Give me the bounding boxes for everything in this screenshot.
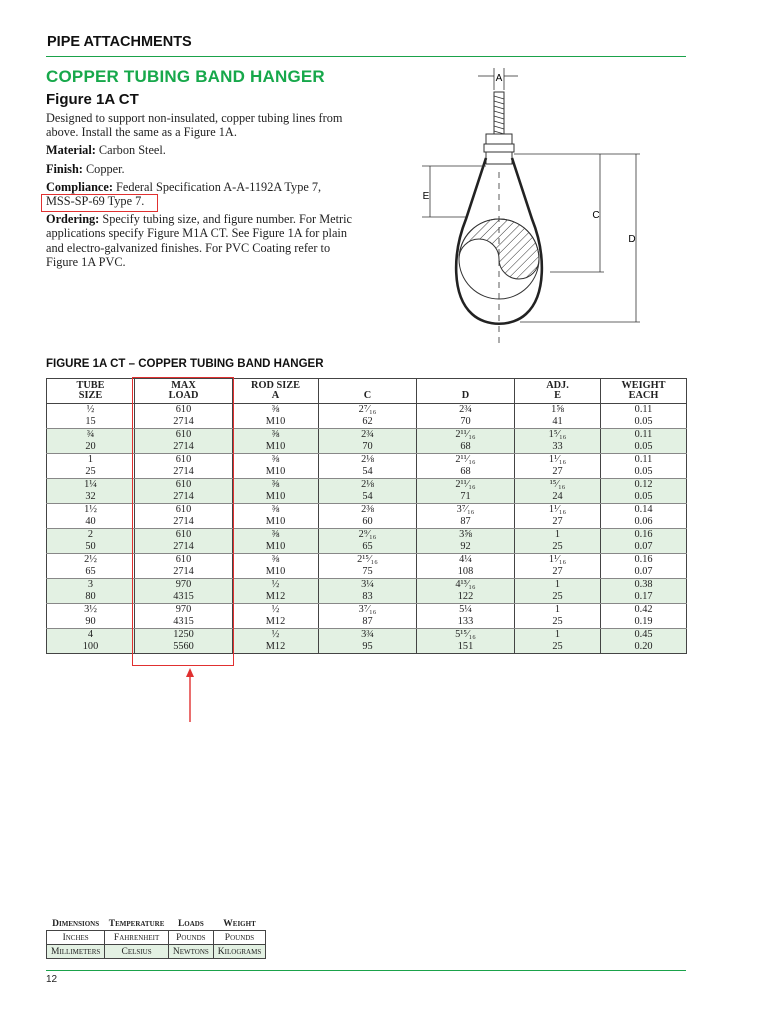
cell-rod-size: ½: [233, 579, 319, 592]
cell-rod-size: M10: [233, 566, 319, 579]
cell-weight: 0.07: [601, 541, 687, 554]
units-header-loads: Loads: [177, 918, 204, 929]
cell-tube-size: ½: [47, 404, 135, 417]
cell-c: 54: [319, 466, 417, 479]
cell-max-load: 2714: [135, 566, 233, 579]
cell-adj-e: 1: [515, 579, 601, 592]
cell-tube-size: ¾: [47, 429, 135, 442]
cell-weight: 0.19: [601, 616, 687, 629]
cell-weight: 0.12: [601, 479, 687, 492]
cell-tube-size: 20: [47, 441, 135, 454]
cell-c: 65: [319, 541, 417, 554]
units-header-row: [47, 917, 266, 931]
cell-adj-e: 1: [515, 529, 601, 542]
unit-newtons: Newtons: [168, 945, 213, 959]
cell-tube-size: 1¼: [47, 479, 135, 492]
figure-label: Figure 1A CT: [46, 91, 139, 108]
cell-adj-e: 24: [515, 491, 601, 504]
unit-inches: Inches: [47, 931, 105, 945]
cell-weight: 0.06: [601, 516, 687, 529]
cell-d: 2¾: [417, 404, 515, 417]
cell-adj-e: 25: [515, 591, 601, 604]
cell-d: 5¼: [417, 604, 515, 617]
cell-tube-size: 4: [47, 629, 135, 642]
cell-rod-size: M10: [233, 516, 319, 529]
cell-max-load: 970: [135, 604, 233, 617]
label-d: D: [628, 234, 636, 245]
cell-weight: 0.16: [601, 529, 687, 542]
cell-rod-size: ½: [233, 604, 319, 617]
cell-adj-e: 1¹⁄₁₆: [515, 504, 601, 517]
cell-tube-size: 3: [47, 579, 135, 592]
material-label: Material:: [46, 143, 96, 158]
cell-adj-e: 27: [515, 466, 601, 479]
cell-weight: 0.17: [601, 591, 687, 604]
cell-max-load: 2714: [135, 466, 233, 479]
cell-rod-size: ⅜: [233, 454, 319, 467]
cell-weight: 0.11: [601, 404, 687, 417]
header-weight: WEIGHT EACH: [601, 379, 687, 404]
arrow-up-icon: [181, 668, 199, 724]
header-d: D: [417, 379, 515, 404]
cell-max-load: 2714: [135, 416, 233, 429]
cell-c: 83: [319, 591, 417, 604]
cell-rod-size: M12: [233, 641, 319, 654]
cell-d: 70: [417, 416, 515, 429]
cell-rod-size: ⅜: [233, 479, 319, 492]
cell-c: 2¾: [319, 429, 417, 442]
cell-max-load: 4315: [135, 616, 233, 629]
cell-d: 5¹⁵⁄₁₆: [417, 629, 515, 642]
cell-tube-size: 1: [47, 454, 135, 467]
page-number: 12: [46, 974, 58, 985]
cell-max-load: 610: [135, 454, 233, 467]
finish-line: [46, 162, 360, 176]
cell-max-load: 2714: [135, 491, 233, 504]
header-rod-size: ROD SIZE A: [233, 379, 319, 404]
cell-adj-e: 25: [515, 616, 601, 629]
units-table: [46, 917, 266, 959]
cell-tube-size: 2: [47, 529, 135, 542]
section-title: PIPE ATTACHMENTS: [47, 34, 192, 50]
cell-max-load: 4315: [135, 591, 233, 604]
cell-c: 70: [319, 441, 417, 454]
cell-c: 2⁷⁄₁₆: [319, 404, 417, 417]
cell-tube-size: 25: [47, 466, 135, 479]
cell-max-load: 970: [135, 579, 233, 592]
cell-c: 3¾: [319, 629, 417, 642]
bottom-nut: [486, 152, 512, 164]
cell-d: 68: [417, 441, 515, 454]
cell-weight: 0.16: [601, 554, 687, 567]
cell-rod-size: M10: [233, 541, 319, 554]
cell-weight: 0.45: [601, 629, 687, 642]
band-hanger-diagram: [400, 64, 660, 354]
cell-c: 3⁷⁄₁₆: [319, 604, 417, 617]
cell-tube-size: 50: [47, 541, 135, 554]
cell-adj-e: 1¹⁄₁₆: [515, 454, 601, 467]
unit-pounds-weight: Pounds: [213, 931, 265, 945]
cell-d: 87: [417, 516, 515, 529]
cell-tube-size: 2½: [47, 554, 135, 567]
footer-rule: [46, 970, 686, 971]
cell-weight: 0.05: [601, 466, 687, 479]
units-row-imperial: [47, 931, 266, 945]
cell-max-load: 610: [135, 529, 233, 542]
cell-adj-e: 33: [515, 441, 601, 454]
ordering-label: Ordering:: [46, 212, 100, 227]
cell-d: 2¹¹⁄₁₆: [417, 429, 515, 442]
description-block: [46, 111, 360, 273]
label-a: A: [495, 73, 503, 84]
cell-rod-size: M12: [233, 591, 319, 604]
cell-max-load: 1250: [135, 629, 233, 642]
cell-adj-e: 1¹⁄₁₆: [515, 554, 601, 567]
cell-d: 108: [417, 566, 515, 579]
cell-adj-e: ¹⁵⁄₁₆: [515, 479, 601, 492]
cell-max-load: 2714: [135, 441, 233, 454]
cell-weight: 0.20: [601, 641, 687, 654]
cell-weight: 0.11: [601, 454, 687, 467]
cell-d: 92: [417, 541, 515, 554]
header-c: C: [319, 379, 417, 404]
cell-d: 4¼: [417, 554, 515, 567]
cell-c: 2⁹⁄₁₆: [319, 529, 417, 542]
cell-tube-size: 40: [47, 516, 135, 529]
unit-fahrenheit: Fahrenheit: [105, 931, 169, 945]
cell-c: 60: [319, 516, 417, 529]
unit-pounds-load: Pounds: [168, 931, 213, 945]
header-adj-e: ADJ. E: [515, 379, 601, 404]
cell-tube-size: 3½: [47, 604, 135, 617]
units-header-dimensions: Dimensions: [52, 918, 100, 929]
cell-adj-e: 1: [515, 629, 601, 642]
max-load-highlight-box: [132, 377, 234, 666]
cell-max-load: 2714: [135, 516, 233, 529]
cell-adj-e: 25: [515, 641, 601, 654]
cell-weight: 0.07: [601, 566, 687, 579]
cell-weight: 0.38: [601, 579, 687, 592]
cell-rod-size: ⅜: [233, 404, 319, 417]
label-e: E: [422, 191, 430, 202]
cell-rod-size: M10: [233, 441, 319, 454]
cell-adj-e: 41: [515, 416, 601, 429]
cell-d: 68: [417, 466, 515, 479]
cell-weight: 0.14: [601, 504, 687, 517]
header-max-load: MAX LOAD: [135, 379, 233, 404]
cell-max-load: 610: [135, 554, 233, 567]
compliance-highlight-box: [41, 194, 158, 212]
cell-d: 2¹¹⁄₁₆: [417, 479, 515, 492]
cell-d: 2¹¹⁄₁₆: [417, 454, 515, 467]
cell-rod-size: M10: [233, 491, 319, 504]
cell-max-load: 610: [135, 404, 233, 417]
cell-d: 122: [417, 591, 515, 604]
cell-c: 62: [319, 416, 417, 429]
material-line: [46, 143, 360, 157]
finish-value: Copper.: [85, 161, 125, 176]
cell-max-load: 2714: [135, 541, 233, 554]
compliance-value-b: MSS-SP-69 Type 7.: [46, 194, 145, 209]
cell-rod-size: ⅜: [233, 529, 319, 542]
cell-c: 2¹⁵⁄₁₆: [319, 554, 417, 567]
cell-c: 87: [319, 616, 417, 629]
cell-tube-size: 1½: [47, 504, 135, 517]
cell-d: 4¹³⁄₁₆: [417, 579, 515, 592]
compliance-label: Compliance:: [46, 179, 113, 194]
cell-c: 95: [319, 641, 417, 654]
label-c: C: [592, 210, 600, 221]
compliance-value-a: Federal Specification A-A-1192A Type 7,: [116, 179, 322, 194]
cell-max-load: 610: [135, 429, 233, 442]
table-title: FIGURE 1A CT – COPPER TUBING BAND HANGER: [46, 358, 324, 370]
cell-tube-size: 65: [47, 566, 135, 579]
cell-rod-size: ⅜: [233, 504, 319, 517]
swivel-block: [484, 144, 514, 152]
cell-max-load: 5560: [135, 641, 233, 654]
cell-rod-size: ½: [233, 629, 319, 642]
cell-tube-size: 32: [47, 491, 135, 504]
description-text: Designed to support non-insulated, copper tubing lines from above. Install the same as a Figure 1A.: [46, 111, 343, 140]
units-row-metric: [47, 945, 266, 959]
cell-c: 2⅛: [319, 479, 417, 492]
ordering-value: Specify tubing size, and figure number. For Metric applications specify Figure M1A CT. See Figure 1A for plain and electro-galvanized finishes. For PVC Coating refer to Figure 1A PVC.: [46, 212, 352, 269]
cell-weight: 0.05: [601, 491, 687, 504]
unit-celsius: Celsius: [105, 945, 169, 959]
cell-d: 3⁷⁄₁₆: [417, 504, 515, 517]
cell-rod-size: M10: [233, 416, 319, 429]
cell-c: 2⅜: [319, 504, 417, 517]
cell-max-load: 610: [135, 479, 233, 492]
cell-d: 3⅝: [417, 529, 515, 542]
finish-label: Finish:: [46, 161, 83, 176]
cell-adj-e: 25: [515, 541, 601, 554]
top-nut: [486, 134, 512, 144]
header-tube-size: TUBE SIZE: [47, 379, 135, 404]
header-rule: [46, 56, 686, 57]
cell-weight: 0.42: [601, 604, 687, 617]
cell-adj-e: 1⁵⁄₁₆: [515, 429, 601, 442]
cell-max-load: 610: [135, 504, 233, 517]
cell-c: 54: [319, 491, 417, 504]
cell-c: 3¼: [319, 579, 417, 592]
unit-kilograms: Kilograms: [213, 945, 265, 959]
cell-rod-size: ⅜: [233, 429, 319, 442]
cell-adj-e: 1: [515, 604, 601, 617]
unit-millimeters: Millimeters: [47, 945, 105, 959]
cell-d: 133: [417, 616, 515, 629]
ordering-line: [46, 212, 360, 269]
units-header-temperature: Temperature: [108, 918, 165, 929]
cell-rod-size: ⅜: [233, 554, 319, 567]
cell-weight: 0.11: [601, 429, 687, 442]
cell-adj-e: 27: [515, 516, 601, 529]
cell-tube-size: 15: [47, 416, 135, 429]
cell-c: 75: [319, 566, 417, 579]
material-value: Carbon Steel.: [98, 143, 166, 158]
cell-c: 2⅛: [319, 454, 417, 467]
cell-d: 71: [417, 491, 515, 504]
cell-rod-size: M12: [233, 616, 319, 629]
cell-adj-e: 27: [515, 566, 601, 579]
cell-rod-size: M10: [233, 466, 319, 479]
cell-d: 151: [417, 641, 515, 654]
cell-adj-e: 1⅝: [515, 404, 601, 417]
cell-tube-size: 80: [47, 591, 135, 604]
cell-weight: 0.05: [601, 416, 687, 429]
product-title: COPPER TUBING BAND HANGER: [46, 67, 325, 86]
units-header-weight: Weight: [223, 918, 256, 929]
cell-tube-size: 90: [47, 616, 135, 629]
cell-tube-size: 100: [47, 641, 135, 654]
cell-weight: 0.05: [601, 441, 687, 454]
